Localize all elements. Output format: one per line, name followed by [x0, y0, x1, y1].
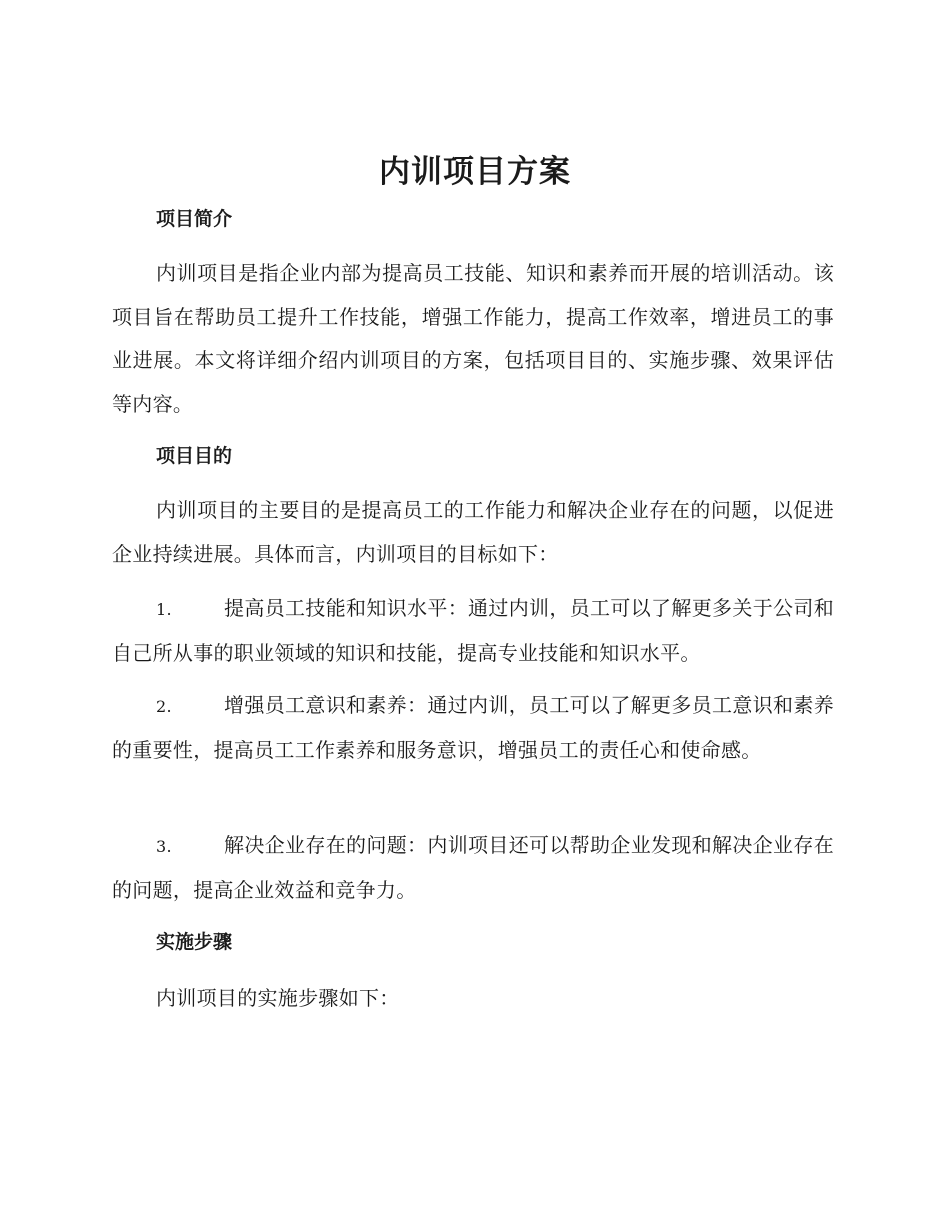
list-item-text: 提高员工技能和知识水平：通过内训，员工可以了解更多关于公司和自己所从事的职业领域的知识和技能，提高专业技能和知识水平。: [112, 596, 834, 665]
steps-paragraph: 内训项目的实施步骤如下：: [156, 986, 400, 1010]
purpose-list-item: [112, 587, 834, 675]
purpose-list-item: [112, 684, 834, 772]
section-heading-steps: 实施步骤: [156, 931, 233, 953]
purpose-list-item: [112, 824, 834, 912]
list-item-number: 3.: [156, 837, 172, 856]
section-heading-intro: 项目简介: [156, 208, 233, 230]
document-title: 内训项目方案: [379, 154, 571, 190]
list-item-text: 增强员工意识和素养：通过内训，员工可以了解更多员工意识和素养的重要性，提高员工工作素养和服务意识，增强员工的责任心和使命感。: [112, 693, 834, 762]
section-heading-purpose: 项目目的: [156, 445, 233, 467]
list-item-number: 1.: [156, 600, 172, 619]
list-item-text: 解决企业存在的问题：内训项目还可以帮助企业发现和解决企业存在的问题，提高企业效益和竞争力。: [112, 833, 834, 902]
intro-paragraph: 内训项目是指企业内部为提高员工技能、知识和素养而开展的培训活动。该项目旨在帮助员工提升工作技能，增强工作能力，提高工作效率，增进员工的事业进展。本文将详细介绍内训项目的方案，包括项目目的、实施步骤、效果评估等内容。: [112, 261, 834, 416]
list-item-number: 2.: [156, 697, 172, 716]
purpose-paragraph: 内训项目的主要目的是提高员工的工作能力和解决企业存在的问题，以促进企业持续进展。具体而言，内训项目的目标如下：: [112, 498, 834, 566]
